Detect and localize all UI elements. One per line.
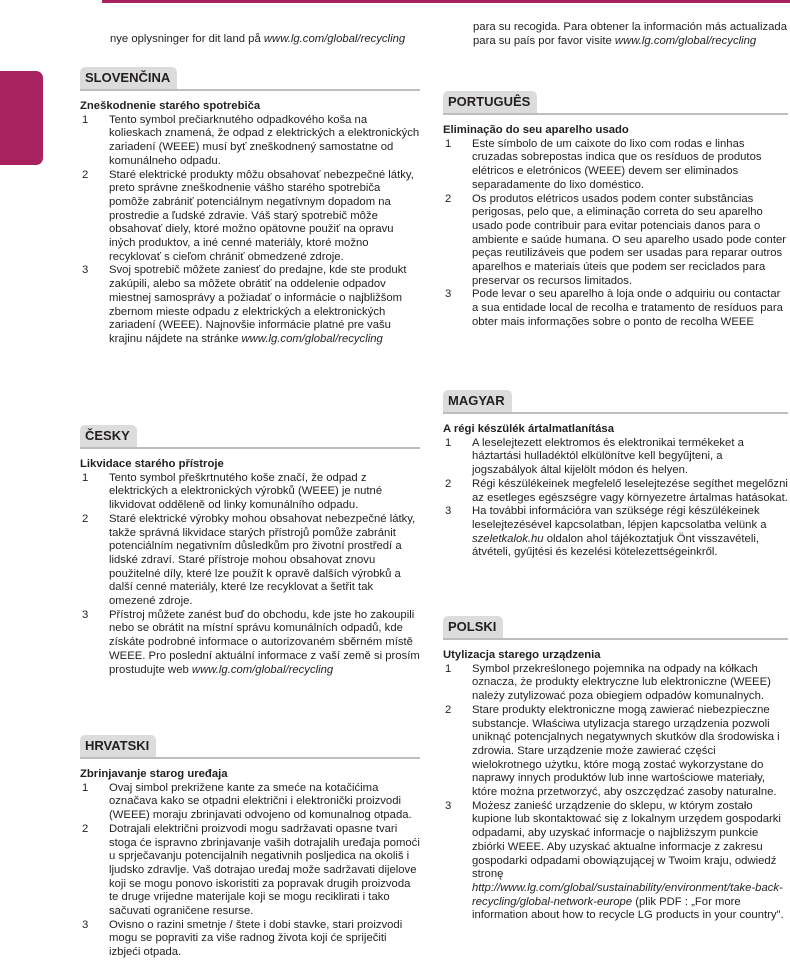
badge-rule — [80, 447, 420, 449]
item-number: 3 — [445, 799, 452, 812]
list-item — [80, 919, 420, 960]
item-text-cont: (plik PDF : „For more information about how to recycle LG products in your country". — [472, 895, 784, 922]
list-item — [80, 264, 420, 346]
badge-rule — [443, 412, 788, 414]
item-text: Pode levar o seu aparelho à loja onde o adquiriu ou contactar a sua entidade local de recolha e tratamento de resíduos para obter mais informações sobre o ponto de recolha WEEE — [472, 288, 783, 328]
item-text: Staré elektrické produkty môžu obsahovať nebezpečné látky, preto správne zneškodnenie vášho starého spotrebiča pomôže zabrániť potenciálnym negatívnym dopadom na prostredie a ľudské zdravie. Váš starý spotrebič môže obsahovať diely, ktoré možno opätovne použiť na opravu iných produktov, a iné cenné materiály, ktoré možno recyklovať s cieľom chrániť obmedzené zdroje. — [109, 168, 414, 263]
left-top-snippet — [110, 33, 420, 47]
item-text: Staré elektrické výrobky mohou obsahovat nebezpečné látky, takže správná likvidace starých přístrojů pomůže zabránit potenciálním negativním důsledkům pro životní prostředí a lidské zdraví. Staré přístroje mohou obsahovat znovu použitelné díly, které lze použít k opravě dalších výrobků a další cenné materiály, které lze recyklovat a šetřit tak omezené zdroje. — [109, 512, 416, 608]
recycling-link[interactable]: www.lg.com/global/recycling — [241, 332, 383, 345]
item-text: A leselejtezett elektromos és elektronikai termékeket a háztartási hulladéktól elkülönítve kell begyűjteni, a jogszabályok által kijelölt módon és helyen. — [472, 436, 744, 477]
item-text: Możesz zanieść urządzenie do sklepu, w którym zostało kupione lub skontaktować się z lokalnym urzędem gospodarki odpadami, aby uzyskać informacje o najbliższym punkcie zbiórki WEEE. Aby uzyskać aktualne informacje z zakresu gospodarki odpadami obowiązującej w Twoim kraju, odwiedź stronę — [472, 799, 781, 881]
list-item — [443, 138, 788, 193]
item-text: Tento symbol přeškrtnutého koše značí, že odpad z elektrických a elektronických výrobků (WEEE) je nutné likvidovat odděleně od linky komunálního odpadu. — [109, 471, 383, 512]
item-number: 3 — [445, 505, 452, 518]
website-link[interactable]: szeletkalok.hu — [472, 532, 544, 545]
item-number: 1 — [445, 137, 452, 150]
item-number: 2 — [82, 512, 89, 525]
badge-rule — [443, 638, 788, 640]
section-heading: Eliminação do seu aparelho usado — [443, 124, 629, 136]
section-polski — [443, 616, 788, 923]
list-item — [80, 609, 420, 678]
list-item — [443, 478, 788, 505]
list-item — [443, 193, 788, 289]
item-number: 2 — [82, 168, 89, 181]
item-number: 2 — [82, 822, 89, 835]
list-item — [443, 704, 788, 800]
item-text-cont: oldalon ahol tájékoztatjuk Önt visszavételi, átvételi, gyűjtési és kezelési kötelezettségeinkről. — [472, 532, 759, 559]
item-number: 3 — [445, 288, 452, 301]
list-item — [80, 114, 420, 169]
list-item — [443, 663, 788, 704]
section-hrvatski — [80, 735, 420, 960]
recycling-link[interactable]: www.lg.com/global/recycling — [614, 34, 757, 47]
badge-rule — [80, 757, 420, 759]
item-number: 3 — [82, 608, 89, 621]
lg-recycling-link[interactable]: http://www.lg.com/global/sustainability/environment/take-back-recycling/global-network-europe — [472, 881, 783, 908]
item-number: 1 — [82, 471, 89, 484]
item-number: 1 — [445, 436, 452, 449]
item-list — [80, 782, 420, 960]
section-heading: Zbrinjavanje starog uređaja — [80, 768, 228, 780]
lang-badge: MAGYAR — [443, 390, 512, 412]
side-language-tab — [0, 71, 43, 165]
item-text: Stare produkty elektroniczne mogą zawierać niebezpieczne substancje. Właściwa utylizacja starego urządzenia pozwoli uniknąć potencjalnych negatywnych skutków dla środowiska i zdrowia. Stare urządzenie może zawierać części wielokrotnego użytku, które mogą zostać wykorzystane do naprawy innych produktów lub inne wartościowe materiały, które można przetworzyć, aby oszczędzać zasoby naturalne. — [472, 703, 780, 799]
item-list — [80, 472, 420, 678]
list-item — [443, 437, 788, 478]
item-list — [443, 437, 788, 560]
section-portugues — [443, 91, 788, 330]
list-item — [80, 823, 420, 919]
item-list — [80, 114, 420, 347]
list-item — [80, 782, 420, 823]
item-number: 3 — [82, 918, 89, 931]
item-number: 2 — [445, 477, 452, 490]
snippet-line: para su recogida. Para obtener la información más actualizada — [473, 21, 787, 33]
section-heading: Zneškodnenie starého spotrebiča — [80, 100, 261, 112]
item-number: 1 — [82, 113, 89, 126]
item-text: Ovisno o razini smetnje / štete i dobi stavke, stari proizvodi mogu se popraviti za više radnog života koji će spriječiti izbjeći otpada. — [109, 918, 403, 959]
item-text: Régi készülékeinek megfelelő leselejtezése segíthet megelőzni az esetleges egészségre vagy környezetre ártalmas hatásokat. — [472, 477, 788, 504]
section-cesky — [80, 425, 420, 677]
lang-badge: POLSKI — [443, 616, 503, 638]
item-number: 2 — [445, 192, 452, 205]
item-text: Ovaj simbol prekrižene kante za smeće na kotačićima označava kako se otpadni električni i elektronički proizvodi (WEEE) moraju zbrinjavati odvojeno od komunalnog otpada. — [109, 781, 412, 822]
lang-badge: PORTUGUÊS — [443, 91, 537, 113]
item-list — [443, 138, 788, 330]
right-top-snippet — [473, 21, 788, 48]
section-heading: Likvidace starého přístroje — [80, 458, 224, 470]
section-slovencina — [80, 67, 420, 347]
list-item — [80, 169, 420, 265]
badge-rule — [80, 89, 420, 91]
snippet-text: para su país por favor visite — [473, 34, 615, 47]
item-text: Este símbolo de um caixote do lixo com rodas e linhas cruzadas sobrepostas indica que os resíduos de produtos elétricos e eletrónicos (WEEE) devem ser eliminados separadamente do lixo doméstico. — [472, 137, 762, 191]
item-number: 3 — [82, 264, 89, 277]
item-text: Dotrajali električni proizvodi mogu sadržavati opasne tvari stoga će ispravno zbrinjavanje vaših dotrajalih uređaja pomoći u sprječavanju potencijalnih negativnih posljedica na okoliš i ljudsko zdravlje. Vaš dotrajao uređaj može sadržavati dijelove koji se mogu ponovo iskoristiti za popravak drugih proizvoda te druge vrijedne materijale koji se mogu reciklirati i tako sačuvati ograničene resurse. — [109, 822, 420, 918]
item-text: Ha további információra van szüksége régi készülékeinek leselejtezésével kapcsolatban, lépjen kapcsolatba velünk a — [472, 505, 767, 531]
item-text: Os produtos elétricos usados podem conter substâncias perigosas, pelo que, a eliminação correta do seu aparelho usado pode contribuir para evitar potenciais danos para o ambiente e saúde humana. O seu aparelho usado pode conter peças reutilizáveis que podem ser usadas para reparar outros aparelhos e materiais úteis que podem ser reciclados para preservar os recursos limitados. — [472, 192, 787, 287]
list-item — [443, 505, 788, 560]
item-text: Svoj spotrebič môžete zaniesť do predajne, kde ste produkt zakúpili, alebo sa môžete obrátiť na oddelenie odpadov miestnej samosprávy a požiadať o informácie o najbližšom zbernom mieste odpadu z elektrických a elektronických zariadení (WEEE). Najnovšie informácie platné pre vašu krajinu nájdete na stránke — [109, 264, 407, 345]
recycling-link[interactable]: www.lg.com/global/recycling — [263, 33, 406, 45]
item-number: 2 — [445, 703, 452, 716]
lang-badge: ČESKY — [80, 425, 137, 447]
snippet-line — [473, 35, 788, 49]
section-heading: A régi készülék ártalmatlanítása — [443, 423, 614, 435]
section-magyar — [443, 390, 788, 560]
item-number: 1 — [445, 662, 452, 675]
list-item — [443, 288, 788, 329]
item-number: 1 — [82, 781, 89, 794]
section-heading: Utylizacja starego urządzenia — [443, 649, 601, 661]
list-item — [443, 800, 788, 923]
lang-badge: HRVATSKI — [80, 735, 156, 757]
recycling-link[interactable]: www.lg.com/global/recycling — [191, 663, 334, 676]
list-item — [80, 472, 420, 513]
top-accent-rule — [102, 0, 790, 3]
lang-badge: SLOVENČINA — [80, 67, 177, 89]
item-text: Symbol przekreślonego pojemnika na odpady na kółkach oznacza, że produkty elektryczne lub elektroniczne (WEEE) należy zutylizować poza obiegiem odpadów komunalnych. — [472, 662, 771, 703]
item-list — [443, 663, 788, 923]
item-text: Přístroj můžete zanést buď do obchodu, kde jste ho zakoupili nebo se obrátit na místní správu komunálních odpadů, kde získáte podrobné informace o autorizovaném sběrném místě WEEE. Pro poslední aktuální informace z vaší země si prosím prostudujte web — [109, 608, 420, 676]
list-item — [80, 513, 420, 609]
snippet-text: nye oplysninger for dit land på — [110, 33, 264, 45]
badge-rule — [443, 113, 788, 115]
item-text: Tento symbol prečiarknutého odpadkového koša na kolieskach znamená, že odpad z elektrických a elektronických zariadení (WEEE) musí byť zneškodnený samostatne od komunálneho odpadu. — [109, 113, 420, 167]
